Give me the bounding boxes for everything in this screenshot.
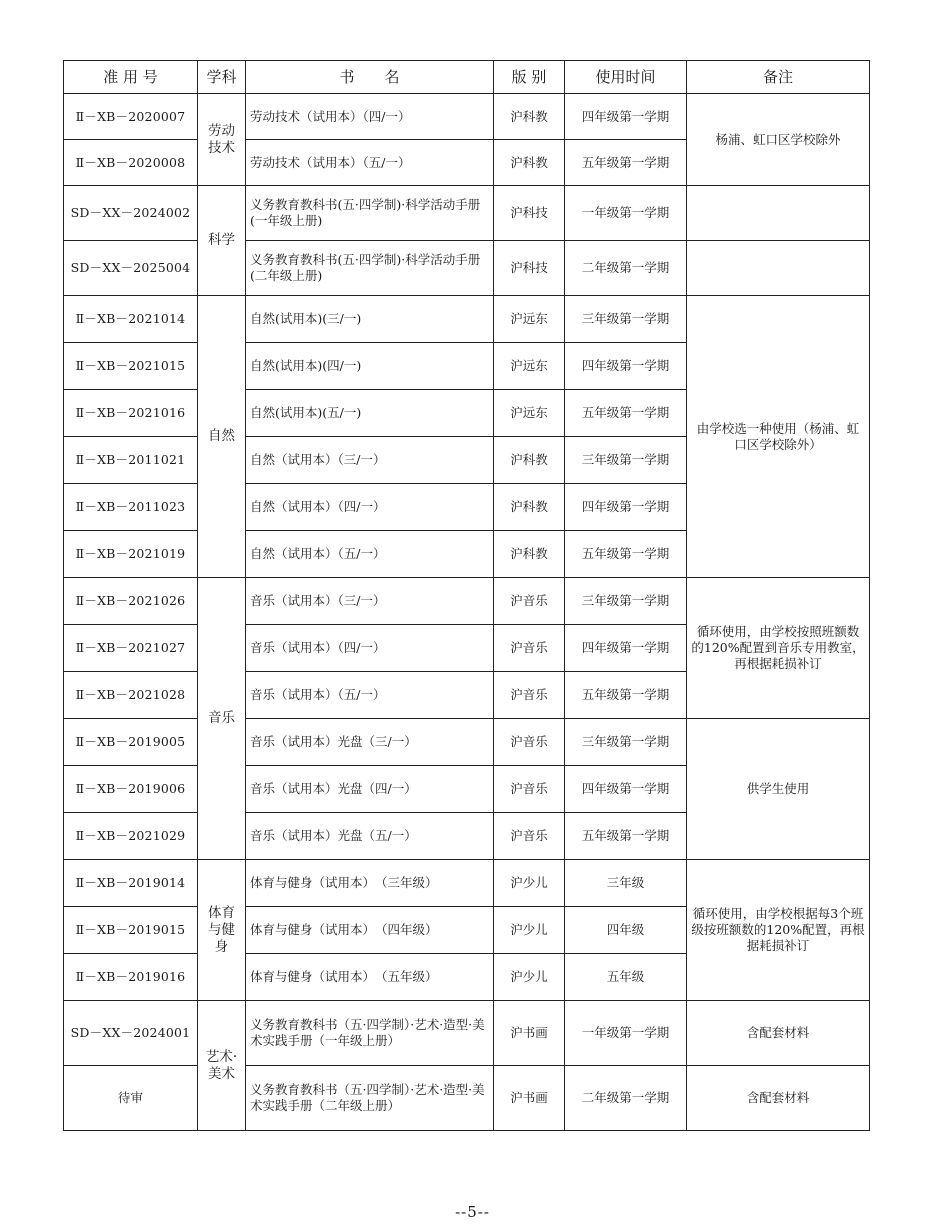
book-cell: 义务教育教科书(五·四学制)·科学活动手册(二年级上册) (246, 241, 494, 296)
book-cell: 劳动技术（试用本）（四/一） (246, 94, 494, 140)
publisher-cell: 沪音乐 (494, 719, 565, 766)
time-cell: 三年级第一学期 (565, 296, 687, 343)
time-cell: 一年级第一学期 (565, 186, 687, 241)
book-cell: 音乐（试用本）光盘（五/一） (246, 813, 494, 860)
publisher-cell: 沪书画 (494, 1001, 565, 1066)
header-publisher: 版 别 (494, 61, 565, 94)
book-cell: 音乐（试用本）（五/一） (246, 672, 494, 719)
time-cell: 五年级第一学期 (565, 390, 687, 437)
subject-cell-nature: 自然 (198, 296, 246, 578)
time-cell: 三年级第一学期 (565, 578, 687, 625)
book-cell: 自然（试用本）（五/一） (246, 531, 494, 578)
time-cell: 一年级第一学期 (565, 1001, 687, 1066)
publisher-cell: 沪远东 (494, 296, 565, 343)
publisher-cell: 沪远东 (494, 390, 565, 437)
note-cell (687, 241, 870, 296)
book-cell: 义务教育教科书（五·四学制）·艺术·造型·美术实践手册（二年级上册） (246, 1066, 494, 1131)
publisher-cell: 沪音乐 (494, 766, 565, 813)
publisher-cell: 沪科技 (494, 186, 565, 241)
time-cell: 四年级第一学期 (565, 343, 687, 390)
time-cell: 四年级第一学期 (565, 766, 687, 813)
publisher-cell: 沪少儿 (494, 860, 565, 907)
subject-cell-science: 科学 (198, 186, 246, 296)
code-cell: Ⅱ－XB－2021015 (64, 343, 198, 390)
table-row (64, 578, 870, 625)
table-row (64, 94, 870, 140)
table-row (64, 186, 870, 241)
table-row (64, 241, 870, 296)
note-cell-pe: 循环使用，由学校根据每3个班级按班额数的120%配置，再根据耗损补订 (687, 860, 870, 1001)
code-cell: Ⅱ－XB－2021016 (64, 390, 198, 437)
note-cell (687, 186, 870, 241)
table-row (64, 296, 870, 343)
note-cell-music-b: 供学生使用 (687, 719, 870, 860)
code-cell: Ⅱ－XB－2020007 (64, 94, 198, 140)
code-cell: Ⅱ－XB－2021028 (64, 672, 198, 719)
time-cell: 四年级第一学期 (565, 625, 687, 672)
time-cell: 四年级 (565, 907, 687, 954)
book-cell: 义务教育教科书（五·四学制）·艺术·造型·美术实践手册（一年级上册） (246, 1001, 494, 1066)
code-cell: 待审 (64, 1066, 198, 1131)
code-cell: Ⅱ－XB－2019006 (64, 766, 198, 813)
book-cell: 自然（试用本）（四/一） (246, 484, 494, 531)
time-cell: 二年级第一学期 (565, 1066, 687, 1131)
note-cell-music-a: 循环使用，由学校按照班额数的120%配置到音乐专用教室，再根据耗损补订 (687, 578, 870, 719)
code-cell: Ⅱ－XB－2020008 (64, 140, 198, 186)
header-note: 备注 (687, 61, 870, 94)
note-cell-nature: 由学校选一种使用（杨浦、虹口区学校除外） (687, 296, 870, 578)
subject-cell-art: 艺术·美术 (198, 1001, 246, 1131)
book-cell: 自然(试用本)(四/一) (246, 343, 494, 390)
textbook-table (63, 60, 870, 1131)
time-cell: 三年级第一学期 (565, 437, 687, 484)
note-cell: 含配套材料 (687, 1001, 870, 1066)
book-cell: 音乐（试用本）光盘（四/一） (246, 766, 494, 813)
code-cell: Ⅱ－XB－2019014 (64, 860, 198, 907)
book-cell: 体育与健身（试用本） （四年级） (246, 907, 494, 954)
publisher-cell: 沪远东 (494, 343, 565, 390)
time-cell: 四年级第一学期 (565, 484, 687, 531)
table-row (64, 1066, 870, 1131)
table-row (64, 860, 870, 907)
note-cell-labor: 杨浦、虹口区学校除外 (687, 94, 870, 186)
time-cell: 三年级 (565, 860, 687, 907)
publisher-cell: 沪音乐 (494, 813, 565, 860)
book-cell: 自然（试用本）（三/一） (246, 437, 494, 484)
page-number: --5-- (455, 1203, 490, 1221)
header-subject: 学科 (198, 61, 246, 94)
publisher-cell: 沪科教 (494, 437, 565, 484)
book-cell: 音乐（试用本）（四/一） (246, 625, 494, 672)
book-cell: 体育与健身（试用本） （五年级） (246, 954, 494, 1001)
publisher-cell: 沪科教 (494, 94, 565, 140)
table-row (64, 1001, 870, 1066)
note-cell: 含配套材料 (687, 1066, 870, 1131)
header-time: 使用时间 (565, 61, 687, 94)
publisher-cell: 沪科教 (494, 531, 565, 578)
publisher-cell: 沪少儿 (494, 907, 565, 954)
publisher-cell: 沪书画 (494, 1066, 565, 1131)
publisher-cell: 沪少儿 (494, 954, 565, 1001)
subject-cell-labor: 劳动技术 (198, 94, 246, 186)
book-cell: 劳动技术（试用本）（五/一） (246, 140, 494, 186)
code-cell: Ⅱ－XB－2021019 (64, 531, 198, 578)
time-cell: 五年级第一学期 (565, 140, 687, 186)
code-cell: SD－XX－2024001 (64, 1001, 198, 1066)
code-cell: Ⅱ－XB－2021026 (64, 578, 198, 625)
header-book: 书 名 (246, 61, 494, 94)
code-cell: Ⅱ－XB－2019015 (64, 907, 198, 954)
code-cell: Ⅱ－XB－2019005 (64, 719, 198, 766)
book-cell: 音乐（试用本）（三/一） (246, 578, 494, 625)
book-cell: 体育与健身（试用本） （三年级） (246, 860, 494, 907)
publisher-cell: 沪音乐 (494, 672, 565, 719)
subject-cell-music: 音乐 (198, 578, 246, 860)
publisher-cell: 沪音乐 (494, 625, 565, 672)
time-cell: 五年级 (565, 954, 687, 1001)
time-cell: 四年级第一学期 (565, 94, 687, 140)
book-cell: 自然(试用本)(三/一) (246, 296, 494, 343)
book-cell: 义务教育教科书(五·四学制)·科学活动手册(一年级上册) (246, 186, 494, 241)
time-cell: 五年级第一学期 (565, 672, 687, 719)
code-cell: Ⅱ－XB－2021027 (64, 625, 198, 672)
code-cell: Ⅱ－XB－2019016 (64, 954, 198, 1001)
code-cell: Ⅱ－XB－2011023 (64, 484, 198, 531)
code-cell: Ⅱ－XB－2011021 (64, 437, 198, 484)
book-cell: 自然(试用本)(五/一) (246, 390, 494, 437)
time-cell: 三年级第一学期 (565, 719, 687, 766)
header-code: 准 用 号 (64, 61, 198, 94)
code-cell: Ⅱ－XB－2021029 (64, 813, 198, 860)
publisher-cell: 沪科教 (494, 484, 565, 531)
code-cell: Ⅱ－XB－2021014 (64, 296, 198, 343)
publisher-cell: 沪音乐 (494, 578, 565, 625)
publisher-cell: 沪科教 (494, 140, 565, 186)
subject-cell-pe: 体育与健身 (198, 860, 246, 1001)
time-cell: 五年级第一学期 (565, 813, 687, 860)
time-cell: 二年级第一学期 (565, 241, 687, 296)
code-cell: SD－XX－2024002 (64, 186, 198, 241)
time-cell: 五年级第一学期 (565, 531, 687, 578)
book-cell: 音乐（试用本）光盘（三/一） (246, 719, 494, 766)
header-row (64, 61, 870, 94)
code-cell: SD－XX－2025004 (64, 241, 198, 296)
table-row (64, 719, 870, 766)
publisher-cell: 沪科技 (494, 241, 565, 296)
